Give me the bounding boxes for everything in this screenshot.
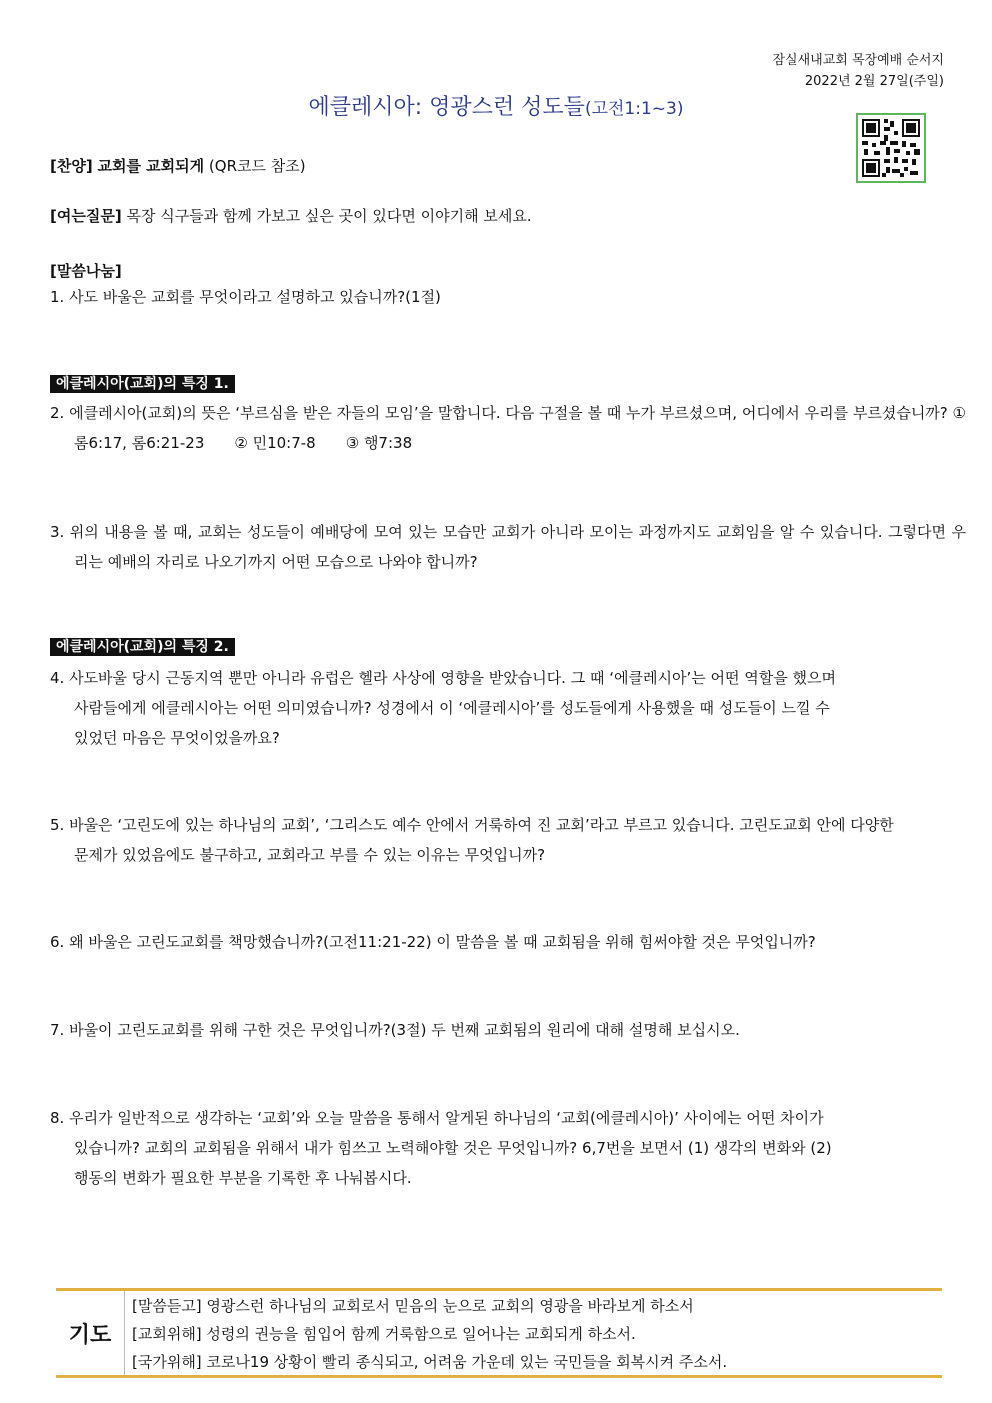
- praise-note: (QR코드 참조): [208, 157, 306, 175]
- prayer-item-1: [말씀듣고] 영광스런 하나님의 교회로서 믿음의 눈으로 교회의 영광을 바라보게 하소서: [132, 1297, 694, 1315]
- prayer-label: 기도: [56, 1291, 125, 1375]
- question-4-line-3: 있었던 마음은 무엇이었을까요?: [74, 729, 280, 747]
- header-church: 잠실새내교회 목장예배 순서지: [772, 53, 944, 68]
- question-3: 3. 위의 내용을 볼 때, 교회는 성도들이 예배당에 모여 있는 모습만 교회가 아니라 모이는 과정까지도 교회임을 알 수 있습니다. 그렇다면 우리는 예배의 자리로 나오기까지 어떤 모습으로 나와야 합니까?: [50, 523, 966, 571]
- page-title: [0, 90, 992, 121]
- question-8-line-3: 행동의 변화가 필요한 부분을 기록한 후 나눠봅시다.: [74, 1169, 412, 1187]
- question-4-line-1: 4. 사도바울 당시 근동지역 뿐만 아니라 유럽은 헬라 사상에 영향을 받았습니다. 그 때 ‘에클레시아’는 어떤 역할을 했으며: [50, 669, 836, 687]
- prayer-item-3: [국가위해] 코로나19 상황이 빨리 종식되고, 어려움 가운데 있는 국민들을 회복시켜 주소서.: [132, 1353, 728, 1371]
- question-6: 6. 왜 바울은 고린도교회를 책망했습니까?(고전11:21-22) 이 말씀을 볼 때 교회됨을 위해 힘써야할 것은 무엇입니까?: [50, 933, 816, 951]
- question-5-line-1: 5. 바울은 ‘고린도에 있는 하나님의 교회’, ‘그리스도 예수 안에서 거룩하여 진 교회’라고 부르고 있습니다. 고린도교회 안에 다양한: [50, 816, 894, 834]
- question-2: 2. 에클레시아(교회)의 뜻은 ‘부르심을 받은 자들의 모임’을 말합니다. 다음 구절을 볼 때 누가 부르셨으며, 어디에서 우리를 부르셨습니까? ①롬6:17, 롬6:21-23 ② 민10:7-8 ③ 행7:38: [50, 404, 966, 452]
- opening-line: [50, 201, 942, 231]
- section-heading-1: 에클레시아(교회)의 특징 1.: [50, 375, 235, 393]
- title-main: 에클레시아: 영광스런 성도들: [308, 95, 585, 120]
- opening-tag: [여는질문]: [50, 207, 122, 225]
- prayer-item-2: [교회위해] 성령의 권능을 힘입어 함께 거룩함으로 일어나는 교회되게 하소서.: [132, 1325, 636, 1343]
- prayer-top-rule: [56, 1288, 942, 1291]
- question-7: 7. 바울이 고린도교회를 위해 구한 것은 무엇입니까?(3절) 두 번째 교회됨의 원리에 대해 설명해 보십시오.: [50, 1021, 740, 1039]
- question-8-line-2: 있습니까? 교회의 교회됨을 위해서 내가 힘쓰고 노력해야할 것은 무엇입니까? 6,7번을 보면서 (1) 생각의 변화와 (2): [74, 1139, 832, 1157]
- section-heading-2: 에클레시아(교회)의 특징 2.: [50, 638, 235, 656]
- title-ref: (고전1:1~3): [584, 99, 684, 119]
- praise-line: [50, 151, 942, 181]
- question-1: 1. 사도 바울은 교회를 무엇이라고 설명하고 있습니까?(1절): [50, 288, 441, 306]
- prayer-bottom-rule: [56, 1375, 942, 1378]
- question-8-line-1: 8. 우리가 일반적으로 생각하는 ‘교회’와 오늘 말씀을 통해서 알게된 하나님의 ‘교회(에클레시아)’ 사이에는 어떤 차이가: [50, 1109, 824, 1127]
- praise-tag: [찬양]: [50, 157, 93, 175]
- praise-song: 교회를 교회되게: [97, 157, 205, 175]
- question-4-line-2: 사람들에게 에클레시아는 어떤 의미였습니까? 성경에서 이 ‘에클레시아’를 성도들에게 사용했을 때 성도들이 느낄 수: [74, 699, 830, 717]
- opening-text: 목장 식구들과 함께 가보고 싶은 곳이 있다면 이야기해 보세요.: [126, 207, 532, 225]
- word-tag: [말씀나눔]: [50, 262, 122, 280]
- question-5-line-2: 문제가 있었음에도 불구하고, 교회라고 부를 수 있는 이유는 무엇입니까?: [74, 846, 546, 864]
- header-date: 2022년 2월 27일(주일): [804, 74, 944, 89]
